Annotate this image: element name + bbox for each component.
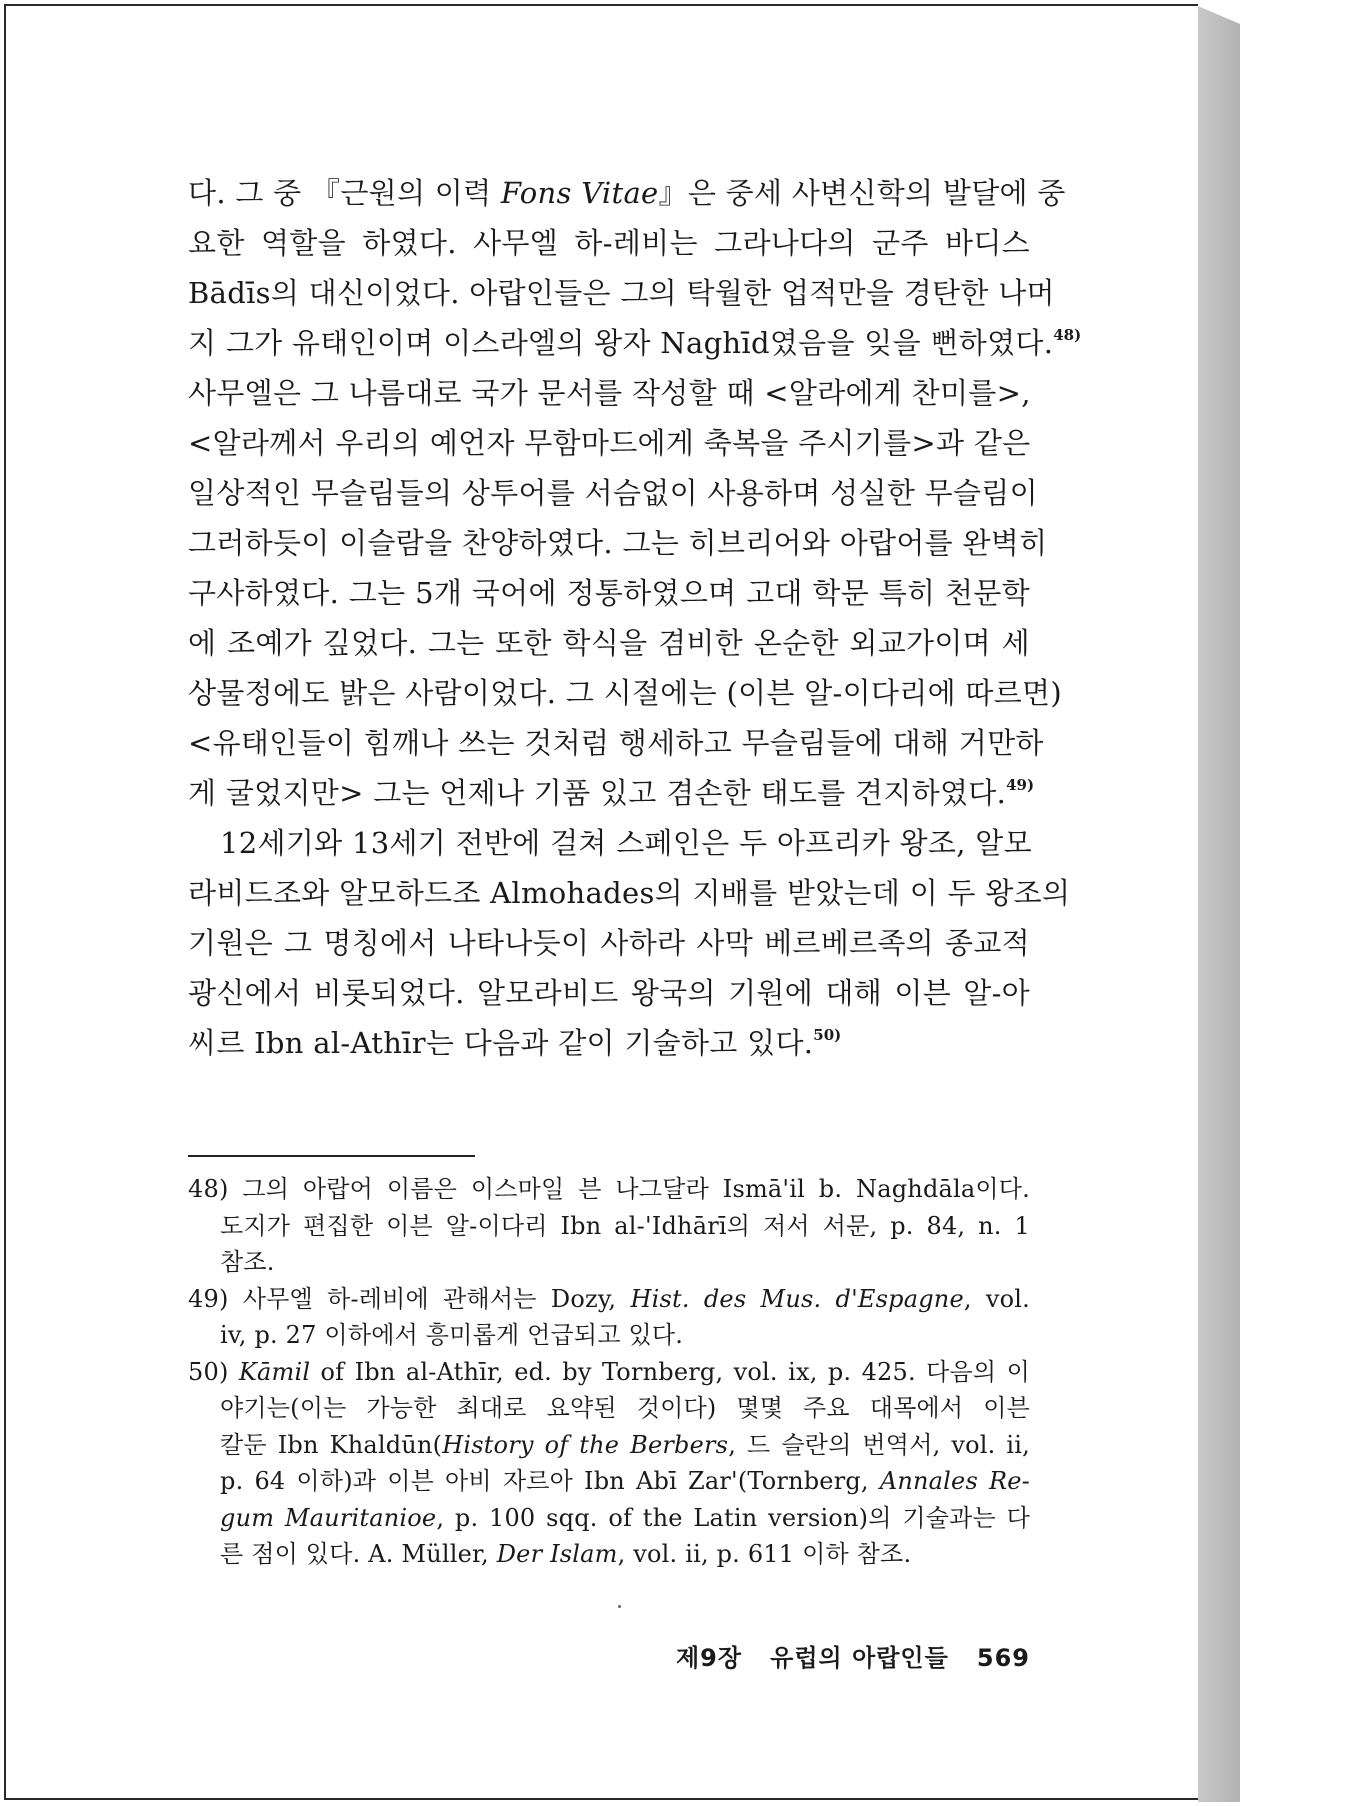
italic-text: History of the Berbers — [442, 1430, 729, 1459]
italic-text: Der Islam — [496, 1540, 618, 1568]
text-span: <알라께서 우리의 예언자 무함마드에게 축복을 주시기를>과 같은 — [188, 426, 1031, 460]
text-span: 사무엘은 그 나름대로 국가 문서를 작성할 때 <알라에게 찬미를>, — [188, 376, 1031, 410]
body-line — [188, 468, 1038, 518]
footnotes-block — [188, 1171, 1030, 1573]
text-span: , p. 100 sqq. of the Latin version)의 기술과는 다 — [436, 1503, 1030, 1532]
text-span: , vol. — [963, 1284, 1030, 1313]
text-span: 광신에서 비롯되었다. 알모라비드 왕국의 기원에 대해 이븐 알-아 — [188, 976, 1030, 1010]
print-speck — [618, 1605, 621, 1608]
footnote-line — [188, 1354, 1030, 1391]
footnote-marker: 50) — [813, 1026, 842, 1044]
text-span: 상물정에도 밝은 사람이었다. 그 시절에는 (이븐 알-이다리에 따르면) — [188, 676, 1062, 710]
text-span: 기원은 그 명칭에서 나타나듯이 사하라 사막 베르베르족의 종교적 — [188, 926, 1030, 960]
body-line — [188, 868, 1071, 918]
text-span: 른 점이 있다. A. Müller, — [220, 1540, 497, 1568]
book-page-stack-edge — [1198, 6, 1240, 1802]
body-line — [188, 368, 1030, 418]
footnote-marker: 48) — [1053, 326, 1082, 344]
text-span: p. 64 이하)과 이븐 아비 자르아 Ibn Abī Zar'(Tornberg, — [220, 1467, 880, 1495]
body-line — [188, 968, 1030, 1018]
footnote-line — [188, 1208, 1030, 1245]
text-span: 도지가 편집한 이븐 알-이다리 Ibn al-'Idhārī의 저서 서문, p. 84, n. 1 — [220, 1211, 1030, 1240]
text-span: , vol. ii, p. 611 이하 참조. — [617, 1540, 912, 1568]
text-span: 지 그가 유태인이며 이스라엘의 왕자 Naghīd였음을 잊을 뻔하였다. — [188, 326, 1054, 360]
text-span: 일상적인 무슬림들의 상투어를 서슴없이 사용하며 성실한 무슬림이 — [188, 476, 1038, 510]
body-line — [188, 918, 1030, 968]
footnote-line — [188, 1171, 1030, 1208]
footnote-line — [188, 1244, 1030, 1281]
body-line — [188, 168, 1066, 218]
footnote-line — [188, 1427, 1030, 1464]
footnote-separator-rule — [188, 1155, 475, 1157]
body-line — [188, 218, 1030, 268]
body-line — [188, 1018, 1030, 1068]
body-line — [188, 268, 1055, 318]
text-span: 에 조예가 깊었다. 그는 또한 학식을 겸비한 온순한 외교가이며 세 — [188, 626, 1030, 660]
body-line — [188, 768, 1035, 818]
text-span: 그러하듯이 이슬람을 찬양하였다. 그는 히브리어와 아랍어를 완벽히 — [188, 526, 1048, 560]
footnote-line — [188, 1390, 1030, 1427]
text-span: 다. 그 중 『근원의 이력 — [188, 176, 501, 210]
text-span: 라비드조와 알모하드조 Almohades의 지배를 받았는데 이 두 왕조의 — [188, 876, 1071, 910]
text-span: 49) 사무엘 하-레비에 관해서는 Dozy, — [188, 1284, 631, 1313]
text-span: iv, p. 27 이하에서 흥미롭게 언급되고 있다. — [220, 1321, 684, 1349]
footer-page-number: 569 — [976, 1644, 1030, 1672]
text-span: 요한 역할을 하였다. 사무엘 하-레비는 그라나다의 군주 바디스 — [188, 226, 1030, 260]
body-line — [188, 318, 1082, 368]
text-span: 48) 그의 아랍어 이름은 이스마일 븐 나그달라 Ismā'il b. Naghdāla이다. — [188, 1175, 1030, 1203]
page-footer — [640, 1638, 1030, 1673]
footnote-marker: 49) — [1006, 776, 1035, 794]
text-span: 구사하였다. 그는 5개 국어에 정통하였으며 고대 학문 특히 천문학 — [188, 576, 1030, 610]
body-line — [188, 568, 1030, 618]
text-span: 게 굴었지만> 그는 언제나 기품 있고 겸손한 태도를 견지하였다. — [188, 776, 1007, 810]
body-line — [188, 818, 1030, 868]
footnote-line — [188, 1536, 1030, 1573]
text-span: <유태인들이 힘깨나 쓰는 것처럼 행세하고 무슬림들에 대해 거만하 — [188, 726, 1044, 760]
body-line — [188, 518, 1048, 568]
text-span: of Ibn al-Athīr, ed. by Tornberg, vol. ix, p. 425. 다음의 이 — [310, 1357, 1030, 1386]
text-span: 』은 중세 사변신학의 발달에 중 — [658, 176, 1066, 210]
italic-text: Fons Vitae — [500, 176, 659, 210]
main-text-block — [188, 168, 1082, 1068]
footer-chapter-title: 유럽의 아랍인들 — [770, 1644, 949, 1672]
body-line — [188, 618, 1030, 668]
footnote-line — [188, 1281, 1030, 1318]
body-line — [188, 668, 1062, 718]
footnote-line — [188, 1317, 1030, 1354]
text-span: 칼둔 Ibn Khaldūn( — [220, 1430, 443, 1459]
italic-text: Kāmil — [238, 1357, 311, 1386]
footnote-line — [188, 1463, 1030, 1500]
text-span: Bādīs의 대신이었다. 아랍인들은 그의 탁월한 업적만을 경탄한 나머 — [188, 276, 1055, 310]
italic-text: gum Mauritanioe — [220, 1503, 437, 1532]
body-line — [188, 418, 1030, 468]
text-span: , 드 슬란의 번역서, vol. ii, — [728, 1430, 1030, 1459]
footer-chapter: 제9장 — [676, 1644, 743, 1672]
body-line — [188, 718, 1044, 768]
text-span: 50) — [188, 1357, 239, 1386]
text-span: 씨르 Ibn al-Athīr는 다음과 같이 기술하고 있다. — [188, 1026, 814, 1060]
text-span: 12세기와 13세기 전반에 걸쳐 스페인은 두 아프리카 왕조, 알모 — [220, 826, 1032, 860]
text-span: 야기는(이는 가능한 최대로 요약된 것이다) 몇몇 주요 대목에서 이븐 — [220, 1394, 1030, 1422]
italic-text: Annales Re- — [879, 1467, 1030, 1495]
footnote-line — [188, 1500, 1030, 1537]
text-span: 참조. — [220, 1248, 275, 1276]
italic-text: Hist. des Mus. d'Espagne — [630, 1284, 964, 1313]
